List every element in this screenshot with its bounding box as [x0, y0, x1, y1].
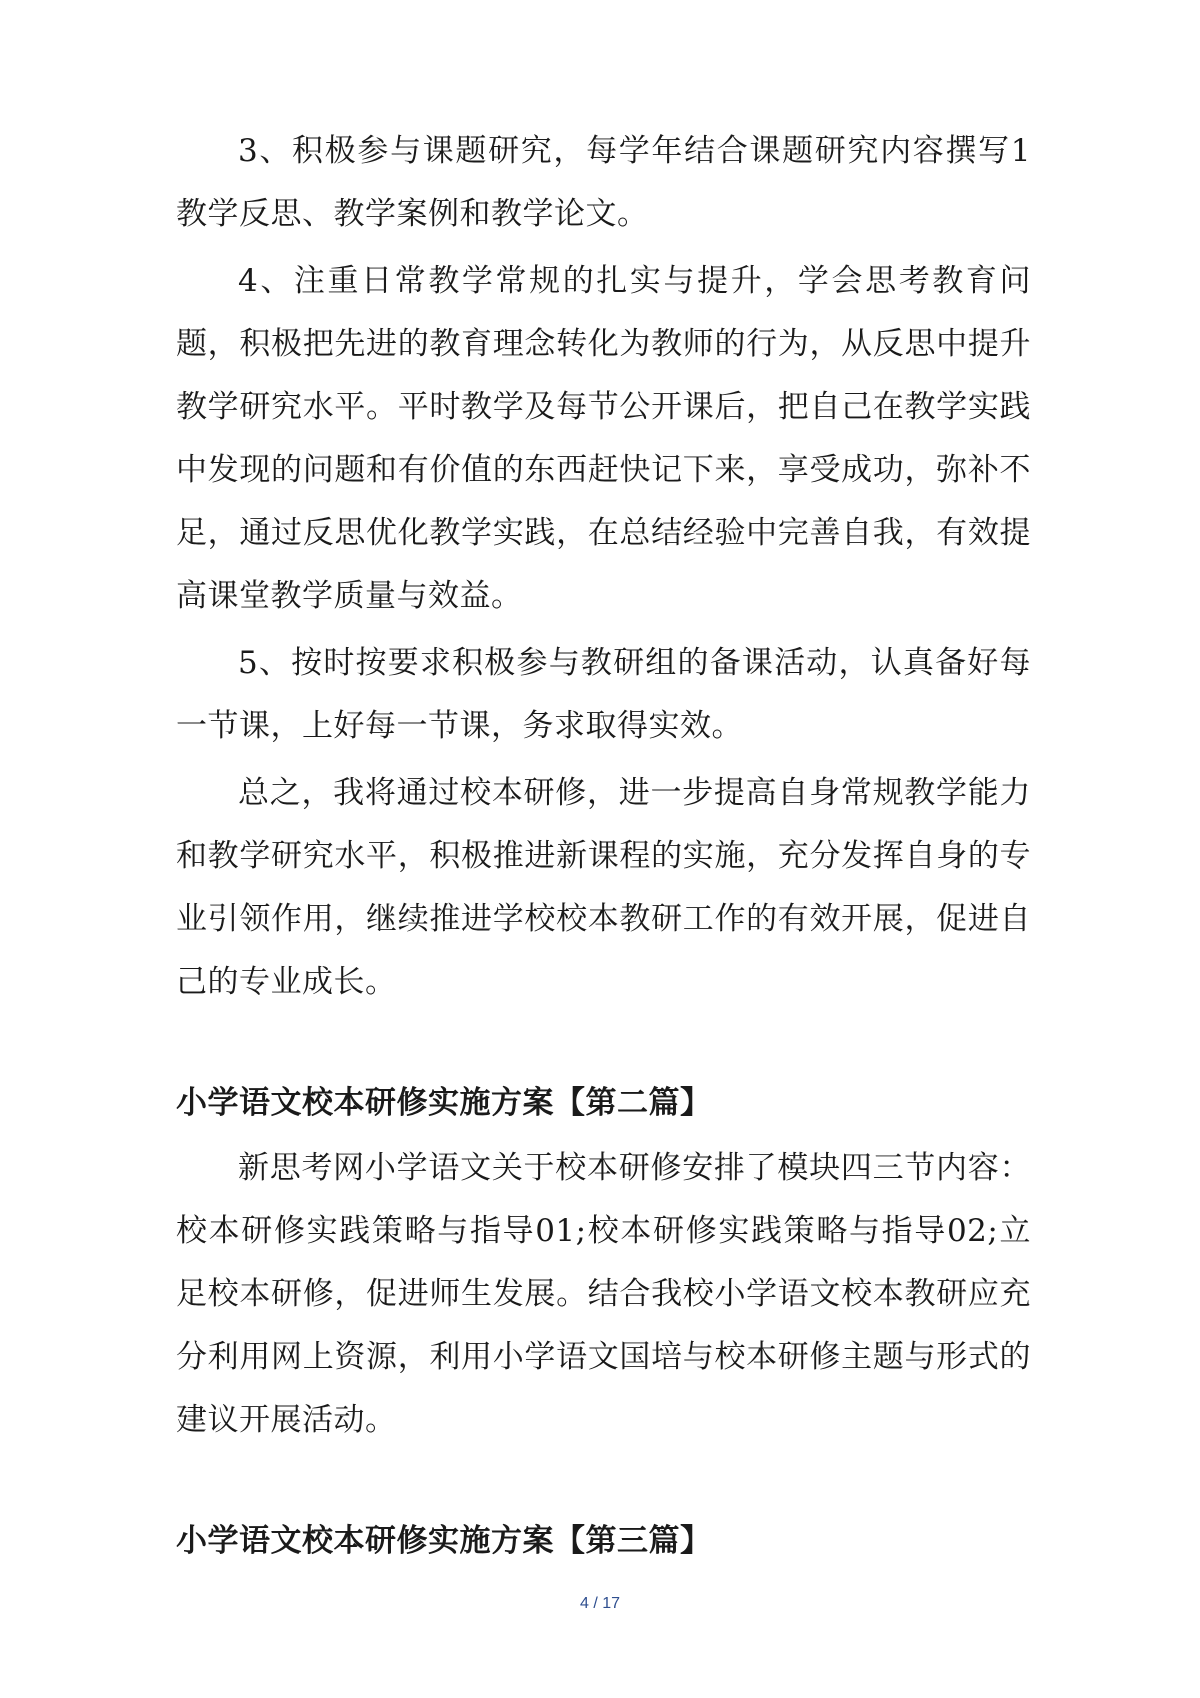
paragraph-item-4: 4、注重日常教学常规的扎实与提升，学会思考教育问题，积极把先进的教育理念转化为教师的行为，从反思中提升教学研究水平。平时教学及每节公开课后，把自己在教学实践中发现的问题和有价值的东西赶快记下来，享受成功，弥补不足，通过反思优化教学实践，在总结经验中完善自我，有效提高课堂教学质量与效益。: [176, 263, 1031, 614]
page-number: 4 / 17: [579, 1595, 621, 1612]
section-second-paragraph: 新思考网小学语文关于校本研修安排了模块四三节内容：校本研修实践策略与指导01;校本研修实践策略与指导02;立足校本研修，促进师生发展。结合我校小学语文校本教研应充分利用网上资源，利用小学语文国培与校本研修主题与形式的建议开展活动。: [176, 1150, 1031, 1438]
paragraph-summary: 总之，我将通过校本研修，进一步提高自身常规教学能力和教学研究水平，积极推进新课程的实施，充分发挥自身的专业引领作用，继续推进学校校本教研工作的有效开展，促进自己的专业成长。: [176, 775, 1031, 1000]
section-heading-third: 小学语文校本研修实施方案【第三篇】: [176, 1523, 712, 1559]
paragraph-item-5: 5、按时按要求积极参与教研组的备课活动，认真备好每一节课，上好每一节课，务求取得实效。: [176, 645, 1031, 744]
section-heading-second: 小学语文校本研修实施方案【第二篇】: [176, 1085, 712, 1121]
document-body: [176, 120, 1031, 1573]
paragraph-item-3: 3、积极参与课题研究，每学年结合课题研究内容撰写1教学反思、教学案例和教学论文。: [176, 133, 1031, 232]
